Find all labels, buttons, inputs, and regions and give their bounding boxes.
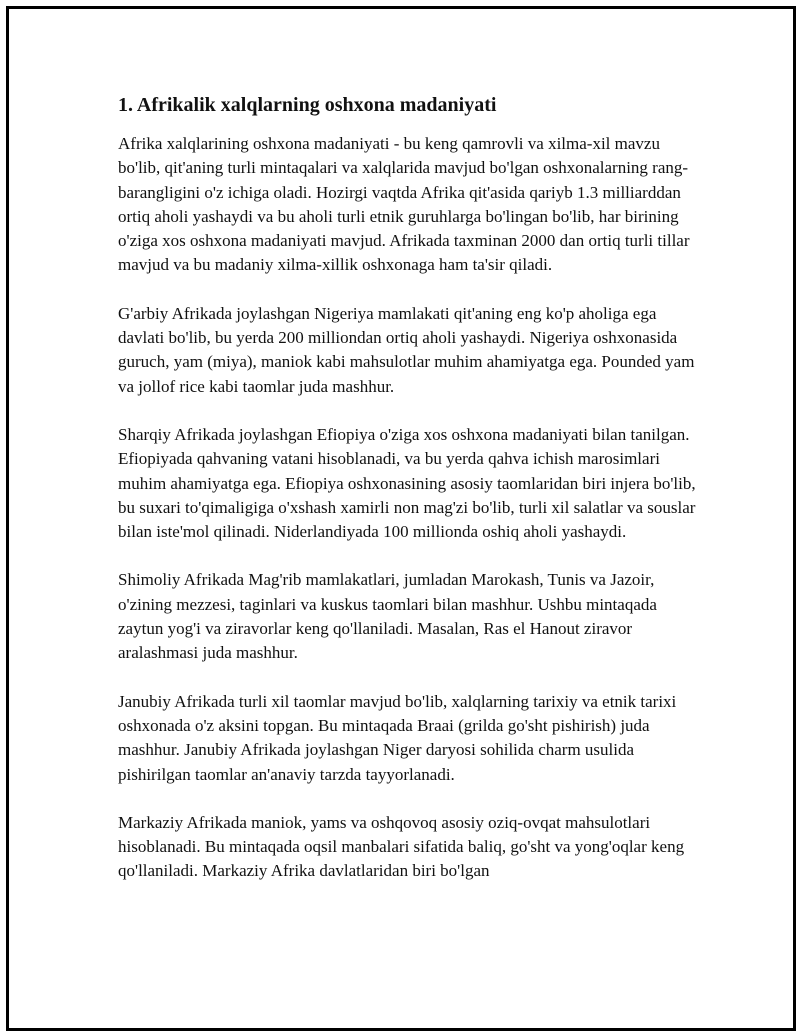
paragraph-east-africa: Sharqiy Afrikada joylashgan Efiopiya o'ziga xos oshxona madaniyati bilan tanilgan. Efiopiyada qahvaning vatani hisoblanadi, va bu yerda qahva ichish marosimlari muhim ahamiyatga ega. Efiopiya oshxonasining asosiy taomlaridan biri injera bo'lib, bu suxari to'qimaligiga o'xshash xamirli non mag'zi bo'lib, turli xil salatlar va souslar bilan iste'mol qilinadi. Niderlandiyada 100 millionda oshiq aholi yashaydi. xyxy=(118,424,696,542)
document-body xyxy=(118,92,698,908)
section-heading: 1. Afrikalik xalqlarning oshxona madaniyati xyxy=(118,94,497,116)
paragraph-north-africa: Shimoliy Afrikada Mag'rib mamlakatlari, jumladan Marokash, Tunis va Jazoir, o'zining mezzesi, taginlari va kuskus taomlari bilan mashhur. Ushbu mintaqada zaytun yog'i va ziravorlar keng qo'llaniladi. Masalan, Ras el Hanout ziravor aralashmasi juda mashhur. xyxy=(118,570,657,663)
paragraph-west-africa: G'arbiy Afrikada joylashgan Nigeriya mamlakati qit'aning eng ko'p aholiga ega davlati bo'lib, bu yerda 200 milliondan ortiq aholi yashaydi. Nigeriya oshxonasida guruch, yam (miya), maniok kabi mahsulotlar muhim ahamiyatga ega. Pounded yam va jollof rice kabi taomlar juda mashhur. xyxy=(118,303,695,396)
paragraph-intro: Afrika xalqlarining oshxona madaniyati - bu keng qamrovli va xilma-xil mavzu bo'lib, qit'aning turli mintaqalari va xalqlarida mavjud bo'lgan oshxonalarning rang-barangligini o'z ichiga oladi. Hozirgi vaqtda Afrika qit'asida qariyb 1.3 milliarddan ortiq aholi yashaydi va bu aholi turli etnik guruhlarga bo'lingan bo'lib, har birining o'ziga xos oshxona madaniyati mavjud. Afrikada taxminan 2000 dan ortiq turli tillar mavjud va bu madaniy xilma-xillik oshxonaga ham ta'sir qiladi. xyxy=(118,134,690,275)
paragraph-south-africa: Janubiy Afrikada turli xil taomlar mavjud bo'lib, xalqlarning tarixiy va etnik tarixi oshxonada o'z aksini topgan. Bu mintaqada Braai (grilda go'sht pishirish) juda mashhur. Janubiy Afrikada joylashgan Niger daryosi sohilida charm usulida pishirilgan taomlar an'anaviy tarzda tayyorlanadi. xyxy=(118,691,677,784)
paragraph-central-africa: Markaziy Afrikada maniok, yams va oshqovoq asosiy oziq-ovqat mahsulotlari hisoblanadi. Bu mintaqada oqsil manbalari sifatida baliq, go'sht va yong'oqlar keng qo'llaniladi. Markaziy Afrika davlatlaridan biri bo'lgan xyxy=(118,812,685,881)
